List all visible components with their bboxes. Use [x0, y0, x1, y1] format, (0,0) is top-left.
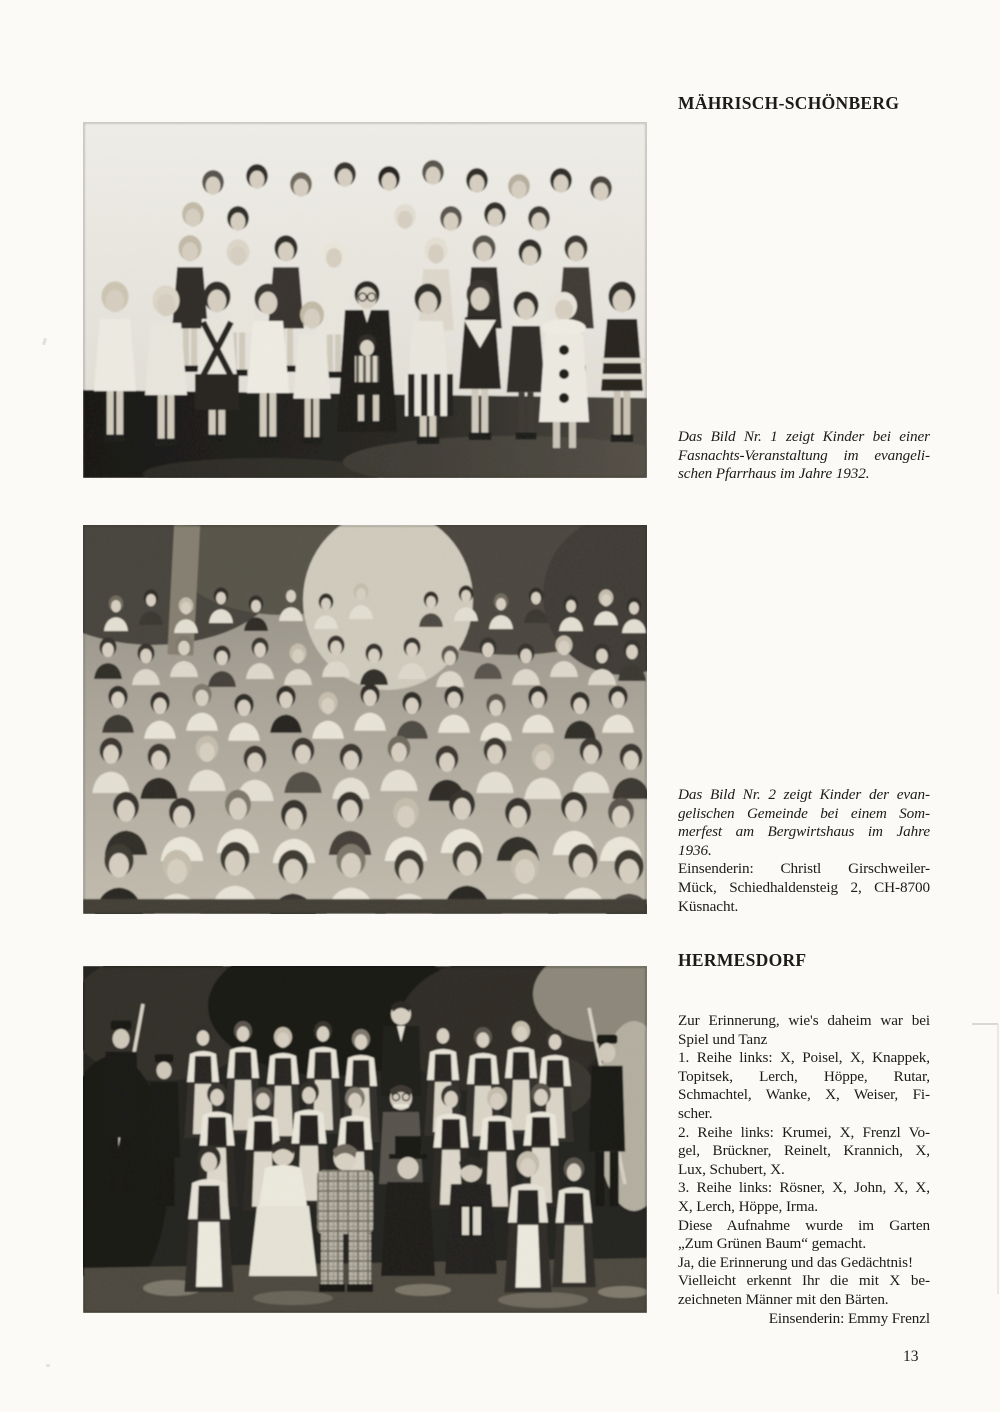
- photo-hermesdorf-group: [83, 966, 647, 1313]
- text-line: Fasnachts-Veranstaltung im evangeli-: [678, 446, 930, 464]
- text-line: Das Bild Nr. 1 zeigt Kinder bei einer: [678, 428, 930, 445]
- text-line: Diese Aufnahme wurde im Garten: [678, 1216, 930, 1234]
- text-line: Das Bild Nr. 2 zeigt Kinder der evan-: [678, 786, 930, 803]
- text-line: Zur Erinnerung, wie's daheim war bei: [678, 1012, 930, 1029]
- text-line: 3. Reihe links: Rösner, X, John, X, X,: [678, 1179, 930, 1197]
- text-line: Mück, Schiedhaldensteig 2, CH-8700: [678, 878, 930, 896]
- text-line: 2. Reihe links: Krumei, X, Frenzl Vo-: [678, 1123, 930, 1141]
- hermesdorf-body-text: [678, 1012, 930, 1328]
- scan-artifact: [42, 338, 47, 346]
- text-line: zeichneten Männer mit den Bärten.: [678, 1290, 889, 1308]
- text-line: Lux, Schubert, X.: [678, 1160, 785, 1178]
- text-line: Ja, die Erinnerung und das Gedächtnis!: [678, 1253, 913, 1271]
- text-line: schen Pfarrhaus im Jahre 1932.: [678, 465, 870, 483]
- page-number: 13: [903, 1348, 919, 1365]
- scan-artifact: [46, 1364, 50, 1367]
- text-line: Küsnacht.: [678, 897, 739, 915]
- text-line: Einsenderin: Christl Girschweiler-: [678, 860, 930, 878]
- photo-fasnacht-1932: [83, 122, 647, 478]
- text-line: Spiel und Tanz: [678, 1030, 768, 1048]
- caption-photo-1: [678, 428, 930, 484]
- text-line: gelischen Gemeinde bei einem Som-: [678, 804, 930, 822]
- text-line: Topitsek, Lerch, Höppe, Rutar,: [678, 1067, 930, 1085]
- text-line: gel, Brückner, Reinelt, Krannich, X,: [678, 1142, 930, 1160]
- section-heading-hermesdorf: HERMESDORF: [678, 950, 807, 970]
- text-line: 1. Reihe links: X, Poisel, X, Knappek,: [678, 1049, 930, 1067]
- text-line-sender: Einsenderin: Emmy Frenzl: [768, 1309, 930, 1327]
- text-line: 1936.: [678, 841, 712, 859]
- scan-artifact: [997, 1024, 999, 1294]
- section-heading-maehrisch-schoenberg: MÄHRISCH-SCHÖNBERG: [678, 93, 900, 113]
- scan-artifact: [972, 1023, 998, 1025]
- text-line: Schmachtel, Wanke, X, Weiser, Fi-: [678, 1086, 930, 1104]
- text-line: Vielleicht erkennt Ihr die mit X be-: [678, 1272, 930, 1290]
- caption-photo-2-italic: [678, 786, 930, 860]
- text-line: merfest am Bergwirtshaus im Jahre: [678, 823, 930, 841]
- photo-sommerfest-1936: [83, 525, 647, 914]
- text-line: „Zum Grünen Baum“ gemacht.: [678, 1235, 867, 1253]
- caption-photo-2: [678, 786, 930, 916]
- text-line: X, Lerch, Höppe, Irma.: [678, 1197, 818, 1215]
- text-line: scher.: [678, 1104, 713, 1122]
- caption-photo-2-sender: [678, 860, 930, 916]
